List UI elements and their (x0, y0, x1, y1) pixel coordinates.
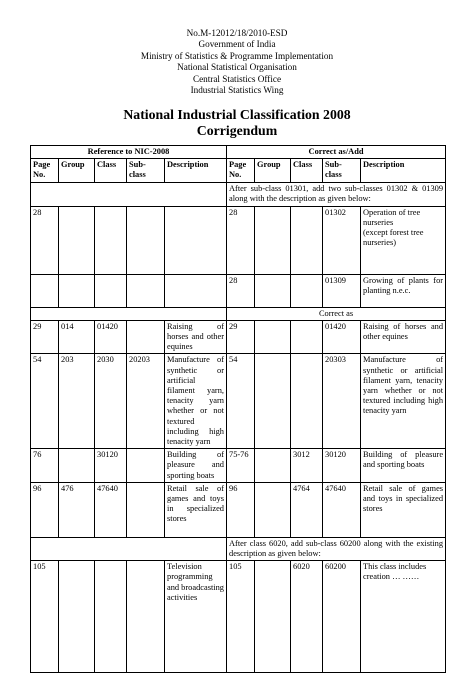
note-row (31, 183, 446, 206)
corrigendum-table (30, 145, 446, 673)
cell (291, 320, 323, 354)
cell: 29 (31, 320, 59, 354)
table-row (31, 449, 446, 483)
cell: 30120 (95, 449, 127, 483)
cell: Television programming and broadcasting activities (165, 561, 227, 673)
cell: Building of pleasure and sporting boats (361, 449, 446, 483)
cell: 3012 (291, 449, 323, 483)
cell (127, 206, 165, 274)
cell (165, 206, 227, 274)
column-header: Class (291, 159, 323, 183)
note-correct-as: Correct as (227, 307, 446, 320)
cell: Retail sale of games and toys in specialized stores (361, 482, 446, 537)
cell (59, 561, 95, 673)
cell: 28 (31, 206, 59, 274)
column-header: Sub-class (323, 159, 361, 183)
cell (255, 320, 291, 354)
wing-line: Industrial Statistics Wing (190, 85, 284, 96)
cell: Growing of plants for planting n.e.c. (361, 274, 446, 307)
ministry-line: Ministry of Statistics & Programme Implementation (140, 50, 334, 61)
cell (255, 274, 291, 307)
column-header: Group (59, 159, 95, 183)
cell: 01309 (323, 274, 361, 307)
cell (255, 354, 291, 449)
note-after-01301: After sub-class 01301, add two sub-classes 01302 & 01309 along with the description as given below: (227, 183, 446, 206)
cell: 20303 (323, 354, 361, 449)
cell: 6020 (291, 561, 323, 673)
cell (127, 482, 165, 537)
table-row (31, 561, 446, 673)
column-header-row (31, 159, 446, 183)
cell (165, 274, 227, 307)
cell: 60200 (323, 561, 361, 673)
table-row (31, 482, 446, 537)
cell (59, 449, 95, 483)
subtitle-line: Corrigendum (196, 123, 278, 138)
cell: 54 (31, 354, 59, 449)
table-row (31, 320, 446, 354)
cell (127, 561, 165, 673)
column-header: Page No. (227, 159, 255, 183)
cell (291, 354, 323, 449)
column-header: Group (255, 159, 291, 183)
cell: 014 (59, 320, 95, 354)
correct-group-header: Correct as/Add (227, 146, 446, 159)
column-header: Description (361, 159, 446, 183)
document-title (0, 107, 474, 139)
cell: 105 (227, 561, 255, 673)
cell: Manufacture of synthetic or artificial filament yarn, tenacity yarn whether or not textured including high tenacity yarn (361, 354, 446, 449)
cell: Operation of tree nurseries (except forest tree nurseries) (361, 206, 446, 274)
column-header: Page No. (31, 159, 59, 183)
cell (59, 206, 95, 274)
cell: 96 (31, 482, 59, 537)
cell: 28 (227, 274, 255, 307)
cell (95, 206, 127, 274)
cell: 96 (227, 482, 255, 537)
cell: 75-76 (227, 449, 255, 483)
cell (31, 274, 59, 307)
cell: Building of pleasure and sporting boats (165, 449, 227, 483)
government-line: Government of India (198, 39, 276, 50)
document-header (0, 28, 474, 96)
cell (255, 449, 291, 483)
cell (95, 561, 127, 673)
column-header: Sub-class (127, 159, 165, 183)
cell: 203 (59, 354, 95, 449)
cell (255, 561, 291, 673)
cell: 2030 (95, 354, 127, 449)
cell: 47640 (323, 482, 361, 537)
cell (127, 449, 165, 483)
cell: 30120 (323, 449, 361, 483)
reference-number: No.M-12012/18/2010-ESD (186, 28, 288, 38)
cell (127, 274, 165, 307)
cell: 76 (31, 449, 59, 483)
cell: 54 (227, 354, 255, 449)
cell: 01420 (323, 320, 361, 354)
title-line: National Industrial Classification 2008 (123, 107, 351, 122)
cell: Raising of horses and other equines (361, 320, 446, 354)
cell: 47640 (95, 482, 127, 537)
note-row (31, 537, 446, 560)
table-row (31, 206, 446, 274)
organisation-line: National Statistical Organisation (177, 62, 297, 73)
cell (59, 274, 95, 307)
cell (127, 320, 165, 354)
cell: 01420 (95, 320, 127, 354)
cell: 20203 (127, 354, 165, 449)
note-after-6020: After class 6020, add sub-class 60200 along with the existing description as given below: (227, 537, 446, 560)
group-header-row (31, 146, 446, 159)
cell: 29 (227, 320, 255, 354)
cell: 476 (59, 482, 95, 537)
column-header: Class (95, 159, 127, 183)
table-row (31, 354, 446, 449)
cell (255, 482, 291, 537)
cell: Manufacture of synthetic or artificial filament yarn, tenacity yarn whether or not textured including high tenacity yarn (165, 354, 227, 449)
note-row (31, 307, 446, 320)
cell: 105 (31, 561, 59, 673)
cell: This class includes creation … …… (361, 561, 446, 673)
cell: 28 (227, 206, 255, 274)
cell: 4764 (291, 482, 323, 537)
table-row (31, 274, 446, 307)
cell: Retail sale of games and toys in specialized stores (165, 482, 227, 537)
reference-group-header: Reference to NIC-2008 (31, 146, 227, 159)
cell: Raising of horses and other equines (165, 320, 227, 354)
office-line: Central Statistics Office (192, 73, 282, 84)
cell (291, 206, 323, 274)
cell: 01302 (323, 206, 361, 274)
column-header: Description (165, 159, 227, 183)
cell (291, 274, 323, 307)
cell (255, 206, 291, 274)
cell (95, 274, 127, 307)
